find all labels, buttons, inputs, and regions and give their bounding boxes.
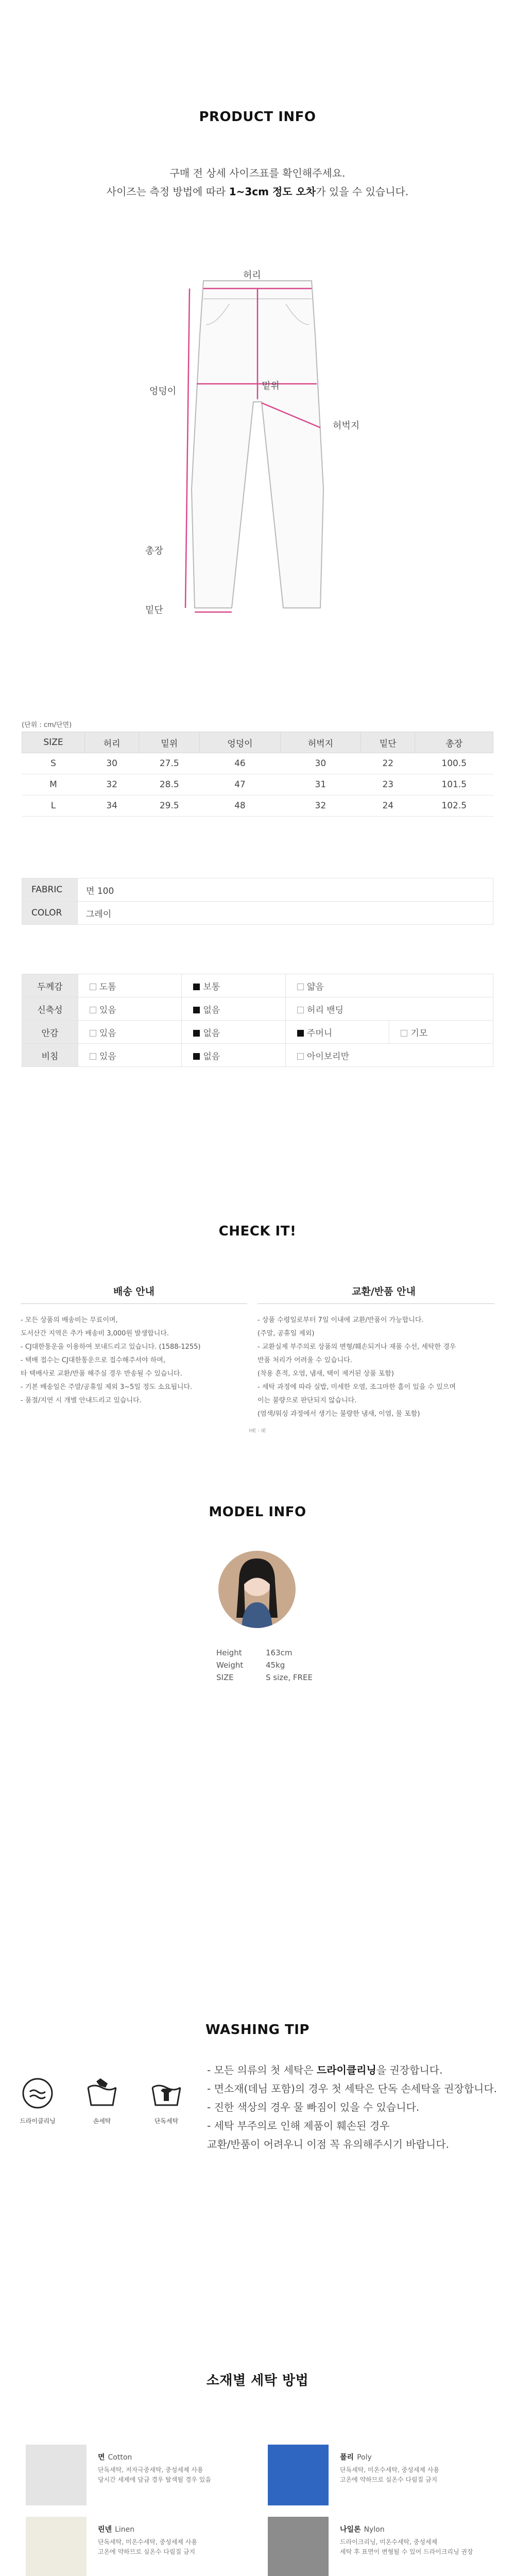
size-cell: 22 [361, 753, 415, 774]
size-cell: 32 [280, 795, 360, 817]
diagram-label-thigh: 허벅지 [333, 420, 360, 431]
checkbox-unchecked-icon [401, 1030, 407, 1037]
exchange-note: 이는 불량으로 판단되지 않습니다. [258, 1397, 357, 1404]
size-header-cell: 밑단 [361, 732, 415, 753]
spec-value: S size, FREE [266, 1673, 313, 1682]
diagram-label-rise: 밑위 [262, 381, 280, 392]
diagram-label-waist: 허리 [243, 270, 261, 281]
size-cell: 101.5 [415, 774, 493, 795]
product-info-intro-line1: 구매 전 상세 사이즈표를 확인해주세요. [169, 167, 346, 179]
option-item: 아이보리만 [285, 1044, 493, 1067]
checkbox-checked-icon [193, 1030, 200, 1037]
fabric-swatch [26, 2445, 87, 2505]
checkbox-unchecked-icon [90, 984, 96, 990]
fabric-description-line: 세탁 후 표면이 변형될 수 있어 드라이크리닝 권장 [340, 2548, 473, 2555]
option-label: 안감 [22, 1021, 78, 1044]
size-header-cell: 엉덩이 [200, 732, 280, 753]
size-cell: 24 [361, 795, 415, 817]
delivery-title: 배송 안내 [113, 1286, 155, 1297]
delivery-note: - 택배 접수는 CJ대한통운으로 접수해주셔야 하며, [21, 1357, 165, 1364]
option-row-lining [22, 1021, 493, 1044]
fabric-description-line: 단독세탁, 미온수세탁, 중성세제 사용 [98, 2538, 197, 2546]
spec-value: 45kg [266, 1660, 285, 1670]
size-cell: 48 [200, 795, 280, 817]
table-row [22, 774, 493, 795]
delivery-note: - 품절/지연 시 개별 안내드리고 있습니다. [21, 1397, 142, 1404]
option-label: 두께감 [22, 974, 78, 997]
diagram-label-length: 총장 [145, 546, 163, 556]
checkbox-checked-icon [193, 984, 200, 990]
fabric-description-line: 고온에 약하므로 실온수 다림질 금지 [98, 2548, 196, 2555]
color-row [22, 902, 493, 925]
checkbox-checked-icon [297, 1030, 304, 1037]
exchange-notes [258, 1314, 500, 1421]
table-row [22, 795, 493, 817]
size-cell: 28.5 [139, 774, 200, 795]
size-cell: 47 [200, 774, 280, 795]
delivery-note: - 모든 상품의 배송비는 무료이며, [21, 1316, 118, 1324]
option-item: 허리 밴딩 [285, 997, 493, 1021]
check-it-mini-note: HE - IE [249, 1428, 266, 1434]
fabric-name: 폴리 Poly [340, 2453, 372, 2462]
fabric-description [340, 2465, 505, 2485]
fabric-swatch [268, 2445, 329, 2505]
fabric-table [22, 878, 493, 925]
exchange-note: (주말, 공휴일 제외) [258, 1330, 315, 1337]
option-label: 신축성 [22, 997, 78, 1021]
size-cell: 30 [280, 753, 360, 774]
fabric-description-line: 당시간 세제에 담금 경우 탈색될 경우 있음 [98, 2476, 211, 2483]
checkbox-checked-icon [193, 1007, 200, 1013]
option-row-stretch [22, 997, 493, 1021]
size-cell: L [22, 795, 85, 817]
option-item: 있음 [78, 997, 182, 1021]
wash-line: 교환/반품이 어려우니 이점 꼭 유의해주시기 바랍니다. [207, 2138, 449, 2150]
checkbox-unchecked-icon [90, 1053, 96, 1060]
separate-wash-label: 단독세탁 [154, 2117, 179, 2125]
delivery-note: 타 택배사로 교환/반품 해주실 경우 반송될 수 있습니다. [21, 1370, 182, 1378]
exchange-note: - 세탁 과정에 따라 실밥, 미세한 오염, 조그마한 흠이 있을 수 있으며 [258, 1383, 456, 1391]
fabric-value: 면 100 [78, 878, 493, 902]
delivery-note: - 기본 배송일은 주말/공휴일 제외 3~5일 정도 소요됩니다. [21, 1383, 193, 1391]
size-cell: 100.5 [415, 753, 493, 774]
wash-line: - 면소재(데님 포함)의 경우 첫 세탁은 단독 손세탁을 권장합니다. [207, 2082, 497, 2095]
exchange-note: - 교환실제 부주의로 상품의 변형/훼손되거나 재품 수선, 세탁한 경우 [258, 1343, 456, 1351]
fabric-description-line: 단독세탁, 미온수세탁, 중성세제 사용 [340, 2466, 439, 2473]
checkbox-unchecked-icon [90, 1030, 96, 1037]
error-range-text: 1~3cm 정도 오차 [229, 185, 316, 198]
option-label: 비침 [22, 1044, 78, 1067]
exchange-note: (착용 흔적, 오염, 냄새, 택이 제거된 상품 포함) [258, 1370, 394, 1378]
wash-line: - 진한 색상의 경우 물 빠짐이 있을 수 있습니다. [207, 2101, 420, 2113]
checkbox-unchecked-icon [297, 1007, 304, 1013]
diagram-label-hem: 밑단 [145, 605, 163, 616]
option-row-sheer [22, 1044, 493, 1067]
product-info-intro-line2: 사이즈는 측정 방법에 따라 1~3cm 정도 오차가 있을 수 있습니다. [106, 185, 409, 198]
size-cell: 32 [85, 774, 139, 795]
separate-wash-icon [149, 2076, 183, 2110]
option-item: 보통 [182, 974, 286, 997]
fabric-name: 면 Cotton [98, 2453, 132, 2462]
fabric-care-title: 소재별 세탁 방법 [206, 2373, 309, 2388]
delivery-note: 도서산간 지역은 추가 배송비 3,000원 발생합니다. [21, 1330, 169, 1337]
exchange-note: - 상품 수령일로부터 7일 이내에 교환/반품이 가능합니다. [258, 1316, 424, 1324]
option-item: 얇음 [285, 974, 493, 997]
exchange-note: 반품 처리가 어려울 수 있습니다. [258, 1357, 352, 1364]
fabric-swatch [268, 2517, 329, 2576]
exchange-divider [258, 1303, 494, 1304]
option-item: 없음 [182, 1021, 286, 1044]
checkbox-unchecked-icon [297, 1053, 304, 1060]
checkbox-unchecked-icon [297, 984, 304, 990]
size-table [22, 732, 493, 817]
model-spec-values [266, 1647, 348, 1684]
check-it-title: CHECK IT! [218, 1224, 297, 1239]
fabric-label: FABRIC [22, 878, 78, 902]
dry-clean-icon [21, 2076, 55, 2110]
size-cell: 29.5 [139, 795, 200, 817]
size-cell: 27.5 [139, 753, 200, 774]
size-cell: S [22, 753, 85, 774]
model-spec-keys [216, 1647, 252, 1684]
option-row-thickness [22, 974, 493, 997]
wash-line: - 세탁 부주의로 인해 제품이 훼손된 경우 [207, 2120, 390, 2132]
spec-value: 163cm [266, 1648, 293, 1657]
pants-size-diagram [129, 268, 386, 623]
model-info-title: MODEL INFO [209, 1504, 306, 1520]
option-item: 없음 [182, 997, 286, 1021]
color-label: COLOR [22, 902, 78, 925]
fabric-name: 나일론 Nylon [340, 2526, 385, 2534]
option-item: 기모 [389, 1021, 493, 1044]
size-cell: 23 [361, 774, 415, 795]
table-row [22, 753, 493, 774]
size-cell: 102.5 [415, 795, 493, 817]
size-header-cell: 총장 [415, 732, 493, 753]
size-cell: 46 [200, 753, 280, 774]
checkbox-unchecked-icon [90, 1007, 96, 1013]
option-item: 주머니 [285, 1021, 389, 1044]
size-header-cell: 허리 [85, 732, 139, 753]
fabric-description [98, 2537, 263, 2557]
size-cell: 31 [280, 774, 360, 795]
washing-tip-title: WASHING TIP [205, 2022, 310, 2038]
fabric-description [340, 2537, 505, 2557]
model-photo [218, 1551, 296, 1628]
delivery-notes [21, 1314, 247, 1408]
fabric-description-line: 드라이크리닝, 미온수세탁, 중성세제 [340, 2538, 438, 2546]
spec-key: SIZE [216, 1673, 234, 1682]
option-item: 도톰 [78, 974, 182, 997]
wash-line: - 모든 의류의 첫 세탁은 드라이클리닝을 권장합니다. [207, 2064, 443, 2076]
exchange-note: (염색/워싱 과정에서 생기는 불량한 냄새, 이염, 물 포함) [258, 1410, 420, 1418]
fabric-swatch [26, 2517, 87, 2576]
delivery-note: - CJ대한통운을 이용하여 보내드리고 있습니다. (1588-1255) [21, 1343, 201, 1351]
washing-tip-text [207, 2061, 497, 2154]
fabric-name: 린넨 Linen [98, 2526, 135, 2534]
size-header-cell: SIZE [22, 732, 85, 753]
size-cell: 30 [85, 753, 139, 774]
exchange-title: 교환/반품 안내 [352, 1286, 416, 1297]
length-measure-line [185, 289, 190, 608]
size-cell: M [22, 774, 85, 795]
fabric-description-line: 고온에 약하므로 실온수 다림질 금지 [340, 2476, 438, 2483]
option-item: 있음 [78, 1021, 182, 1044]
spec-key: Height [216, 1648, 242, 1657]
checkbox-checked-icon [193, 1053, 200, 1060]
fabric-description-line: 단독세탁, 저자극중세탁, 중성세제 사용 [98, 2466, 203, 2473]
size-header-cell: 밑위 [139, 732, 200, 753]
spec-key: Weight [216, 1660, 244, 1670]
hand-wash-icon [85, 2076, 119, 2110]
dry-clean-label: 드라이클리닝 [20, 2117, 56, 2125]
options-table [22, 974, 493, 1067]
option-item: 없음 [182, 1044, 286, 1067]
hand-wash-label: 손세탁 [93, 2117, 111, 2125]
color-value: 그레이 [78, 902, 493, 925]
diagram-label-hip: 엉덩이 [149, 386, 177, 397]
size-cell: 34 [85, 795, 139, 817]
size-header-cell: 허벅지 [280, 732, 360, 753]
size-unit-label: (단위 : cm/단면) [22, 721, 72, 729]
option-item: 있음 [78, 1044, 182, 1067]
fabric-description [98, 2465, 263, 2485]
delivery-divider [21, 1303, 247, 1304]
product-info-title: PRODUCT INFO [199, 109, 316, 125]
size-table-header [22, 732, 493, 753]
fabric-row [22, 878, 493, 902]
